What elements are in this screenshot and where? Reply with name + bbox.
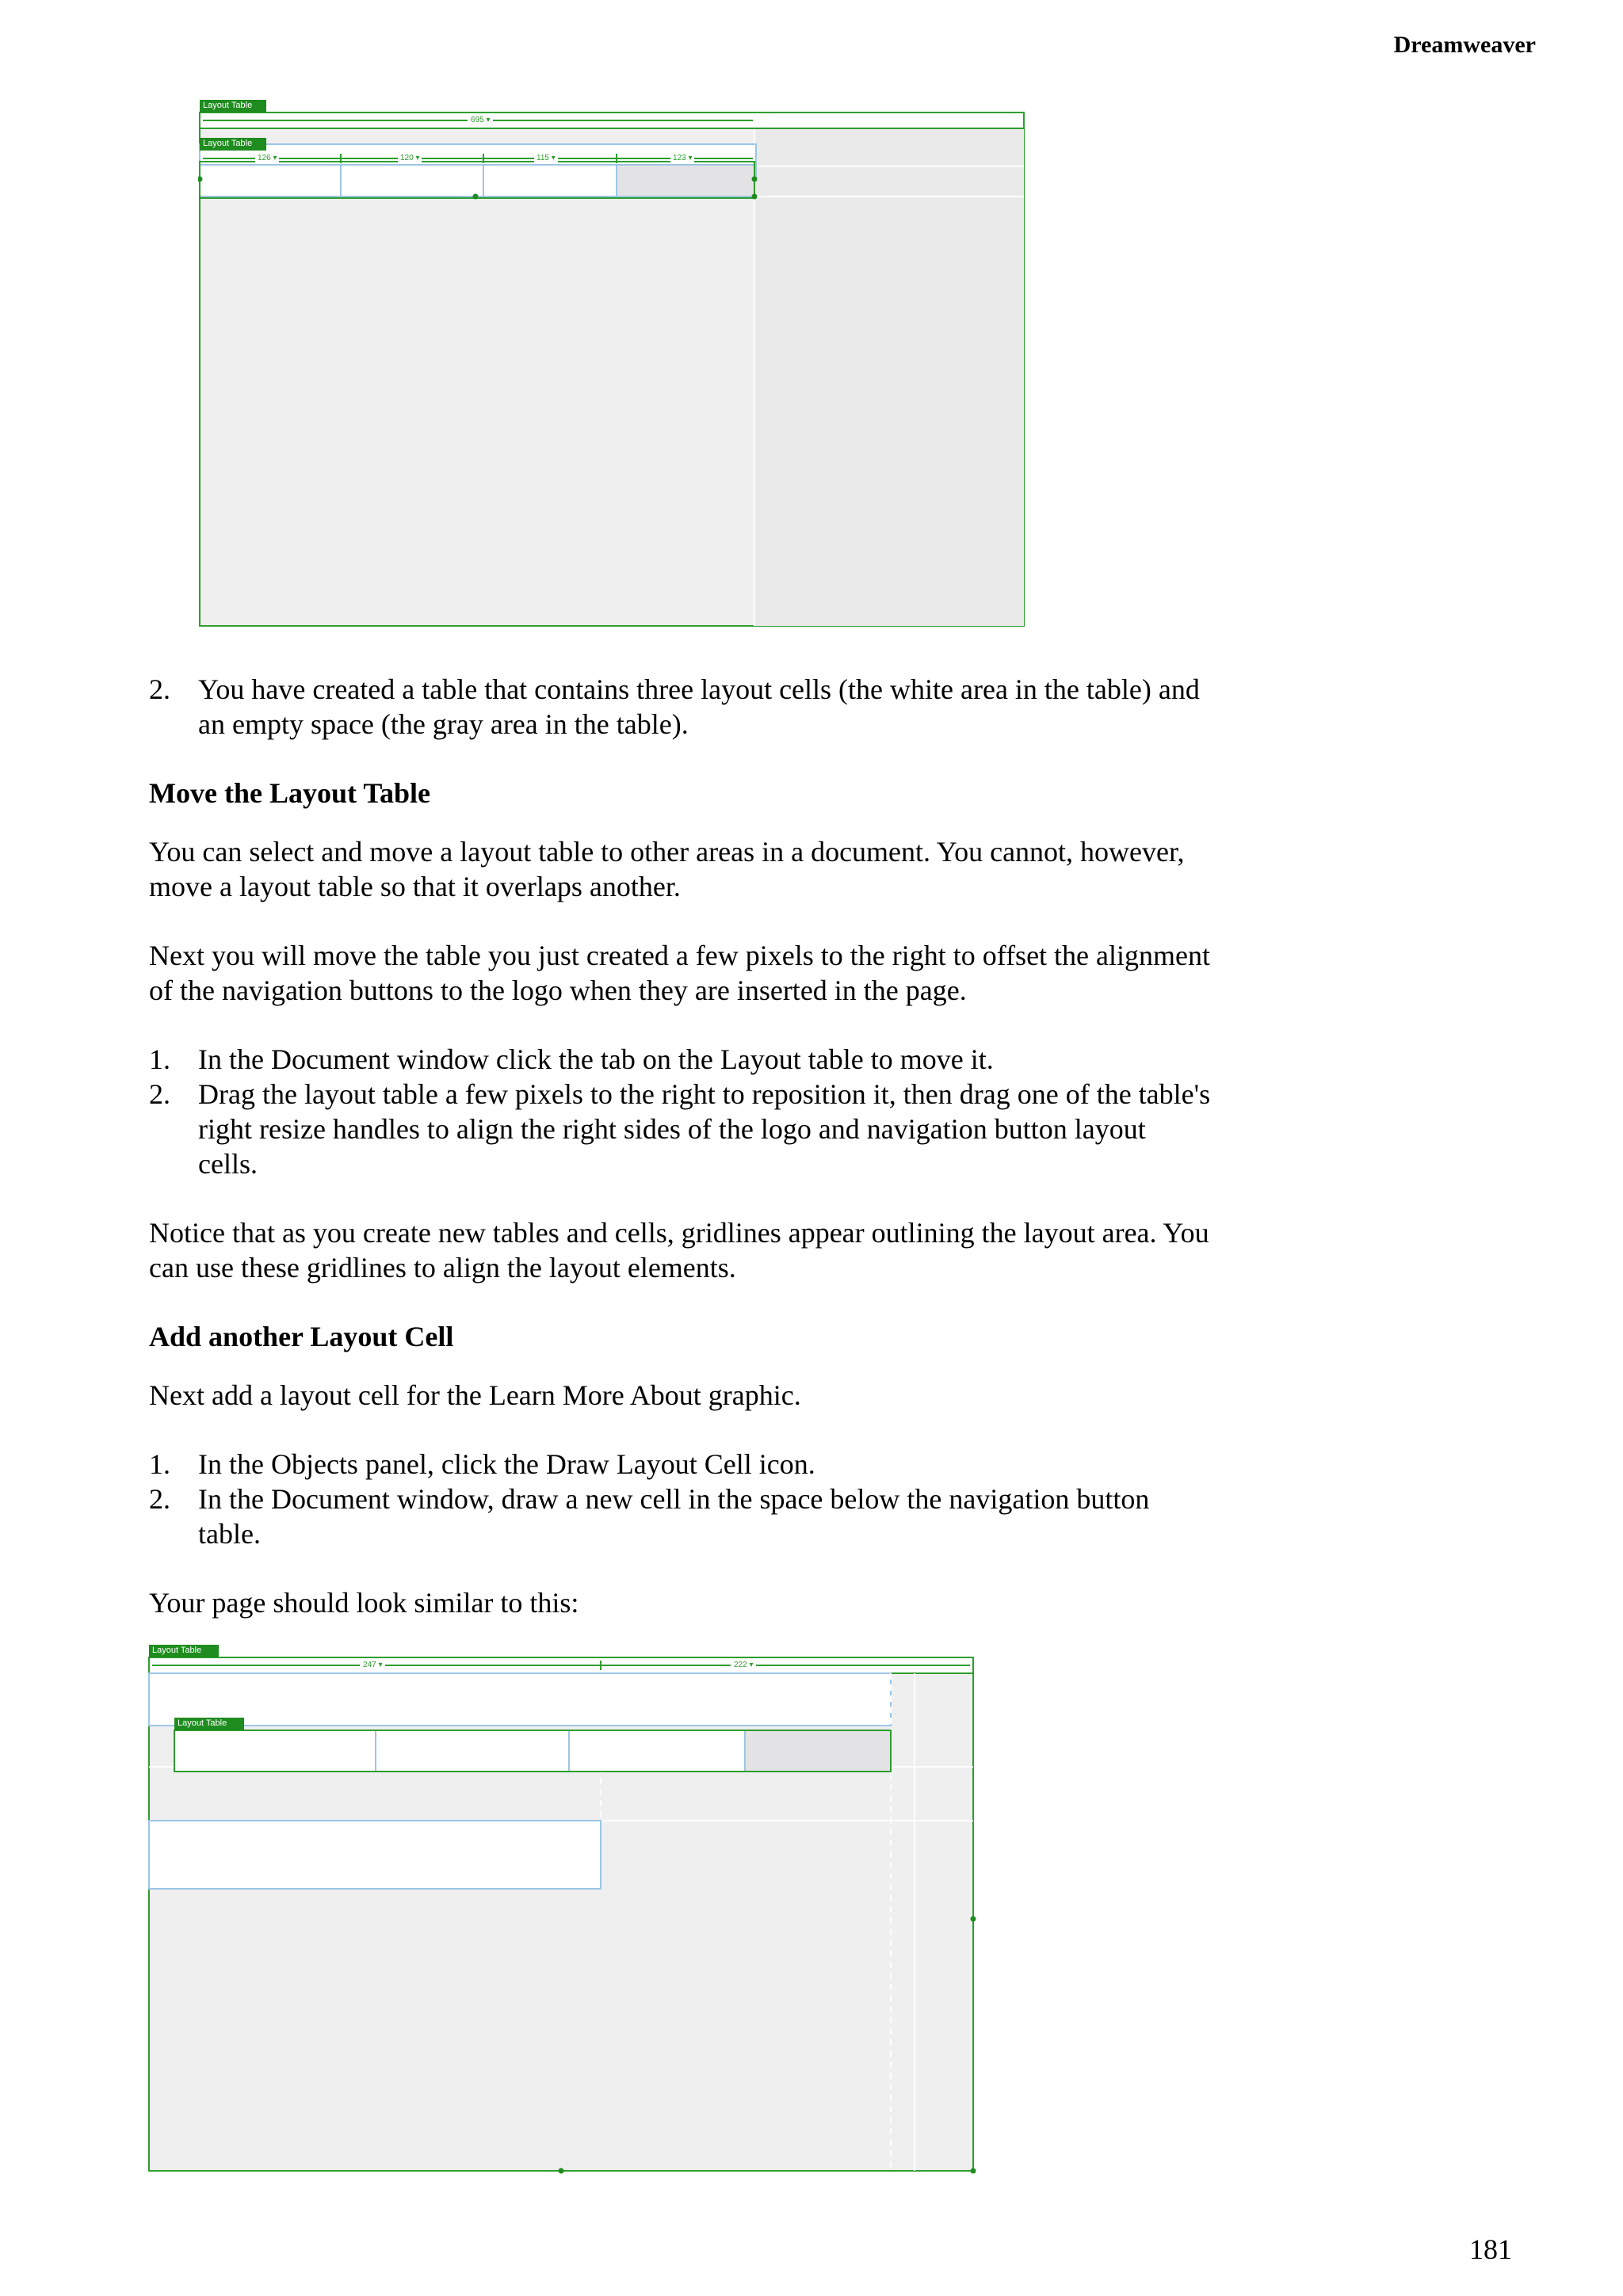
paragraph: You can select and move a layout table to other areas in a document. You cannot, however, move a layout table so that it overlaps another. — [149, 836, 1185, 902]
section-heading-move: Move the Layout Table — [149, 777, 431, 809]
step-text: In the Objects panel, click the Draw Layout Cell icon. — [198, 1448, 815, 1480]
paragraph: Next add a layout cell for the Learn More About graphic. — [149, 1379, 801, 1411]
layout-table-tab-inner[interactable]: Layout Table — [203, 139, 253, 148]
step-text: Drag the layout table a few pixels to the right to reposition it, then drag one of the table's right resize handles to align the right sides of the logo and navigation button layout cells. — [198, 1078, 1211, 1180]
layout-table-screenshot-1 — [198, 97, 1029, 629]
layout-table-tab-outer[interactable]: Layout Table — [152, 1646, 202, 1655]
paragraph: Notice that as you create new tables and cells, gridlines appear outlining the layout area. You can use these gridlines to align the layout elements. — [149, 1217, 1209, 1283]
intro-step-list — [149, 672, 1211, 742]
add-step-list — [149, 1447, 1211, 1551]
step-text: In the Document window, draw a new cell in the space below the navigation button table. — [198, 1483, 1150, 1550]
layout-table-screenshot-2 — [147, 1642, 978, 2177]
column-width-label-2[interactable]: 222 ▾ — [731, 1661, 756, 1669]
step-number: 1. — [149, 1448, 170, 1480]
step-number: 2. — [149, 1078, 170, 1110]
paragraph: Next you will move the table you just created a few pixels to the right to offset the alignment of the navigation buttons to the logo when they are inserted in the page. — [149, 940, 1210, 1006]
list-item — [149, 1447, 1211, 1482]
column-width-label-3[interactable]: 115 ▾ — [534, 154, 558, 162]
column-width-label-2[interactable]: 120 ▾ — [398, 154, 422, 162]
step-number: 1. — [149, 1043, 170, 1075]
list-item — [149, 1077, 1211, 1181]
step-text: You have created a table that contains three layout cells (the white area in the table) and an empty space (the gray area in the table). — [198, 673, 1200, 740]
column-width-label-4[interactable]: 123 ▾ — [670, 154, 694, 162]
outer-width-label[interactable]: 695 ▾ — [468, 116, 493, 124]
column-width-label-1[interactable]: 247 ▾ — [360, 1661, 385, 1669]
page-number: 181 — [1469, 2233, 1512, 2265]
step-text: In the Document window click the tab on the Layout table to move it. — [198, 1043, 994, 1075]
step-number: 2. — [149, 1483, 170, 1515]
list-item — [149, 1042, 1211, 1077]
step-number: 2. — [149, 673, 170, 705]
list-item — [149, 672, 1211, 742]
layout-table-tab-outer[interactable]: Layout Table — [203, 101, 253, 110]
paragraph: Your page should look similar to this: — [149, 1587, 579, 1619]
body-text — [149, 672, 1211, 1654]
layout-table-tab-inner[interactable]: Layout Table — [178, 1718, 227, 1728]
running-header: Dreamweaver — [1393, 32, 1536, 58]
section-heading-add: Add another Layout Cell — [149, 1321, 454, 1352]
column-width-label-1[interactable]: 126 ▾ — [255, 154, 279, 162]
move-step-list — [149, 1042, 1211, 1181]
list-item — [149, 1482, 1211, 1551]
